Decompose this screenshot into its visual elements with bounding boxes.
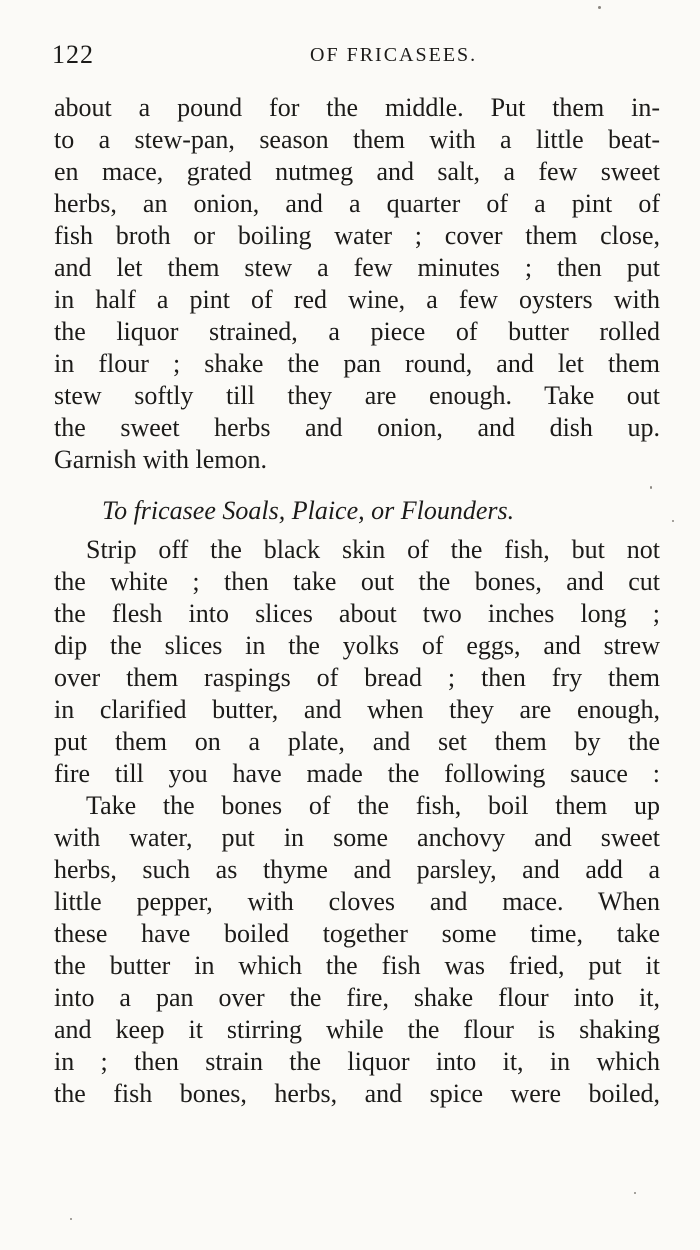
text-line: Strip off the black skin of the fish, but not	[86, 535, 660, 564]
text-line: stew softly till they are enough. Take out	[54, 381, 660, 410]
text-line: the fish bones, herbs, and spice were boiled,	[54, 1079, 660, 1108]
paragraph-2	[54, 534, 660, 790]
text-line: en mace, grated nutmeg and salt, a few sweet	[54, 157, 660, 186]
text-line: Garnish with lemon.	[54, 445, 268, 474]
text-line: fire till you have made the following sauce :	[54, 759, 660, 788]
text-line: the flesh into slices about two inches long ;	[54, 599, 660, 628]
text-line: about a pound for the middle. Put them in-	[54, 93, 660, 122]
text-line: and let them stew a few minutes ; then put	[54, 253, 660, 282]
running-head: OF FRICASEES.	[310, 44, 478, 66]
text-line: in ; then strain the liquor into it, in which	[54, 1047, 660, 1076]
paragraph-3	[54, 790, 660, 1110]
paper-speck	[634, 1192, 636, 1194]
paragraph-1	[54, 92, 660, 476]
text-line: put them on a plate, and set them by the	[54, 727, 660, 756]
paper-speck	[70, 1218, 72, 1220]
text-line: in clarified butter, and when they are enough,	[54, 695, 660, 724]
text-line: in half a pint of red wine, a few oysters with	[54, 285, 660, 314]
text-line: little pepper, with cloves and mace. When	[54, 887, 660, 916]
text-line: herbs, an onion, and a quarter of a pint of	[54, 189, 660, 218]
page-header	[52, 40, 672, 80]
text-line: Take the bones of the fish, boil them up	[86, 791, 660, 820]
paper-speck	[672, 520, 674, 522]
text-line: the liquor strained, a piece of butter rolled	[54, 317, 660, 346]
text-line: over them raspings of bread ; then fry them	[54, 663, 660, 692]
text-line: with water, put in some anchovy and sweet	[54, 823, 660, 852]
text-line: and keep it stirring while the flour is shaking	[54, 1015, 660, 1044]
text-line: the butter in which the fish was fried, put it	[54, 951, 660, 980]
text-line: to a stew-pan, season them with a little beat-	[54, 125, 660, 154]
text-line: dip the slices in the yolks of eggs, and strew	[54, 631, 660, 660]
page-number: 122	[52, 40, 94, 69]
text-line: in flour ; shake the pan round, and let them	[54, 349, 660, 378]
paper-speck	[650, 486, 652, 489]
text-line: the white ; then take out the bones, and cut	[54, 567, 660, 596]
text-line: into a pan over the fire, shake flour into it,	[54, 983, 660, 1012]
body-text	[54, 92, 660, 1110]
section-heading: To fricasee Soals, Plaice, or Flounders.	[102, 496, 515, 525]
text-line: herbs, such as thyme and parsley, and add a	[54, 855, 660, 884]
text-line: these have boiled together some time, take	[54, 919, 660, 948]
paper-speck	[598, 6, 601, 9]
text-line: fish broth or boiling water ; cover them close,	[54, 221, 660, 250]
text-line: the sweet herbs and onion, and dish up.	[54, 413, 660, 442]
